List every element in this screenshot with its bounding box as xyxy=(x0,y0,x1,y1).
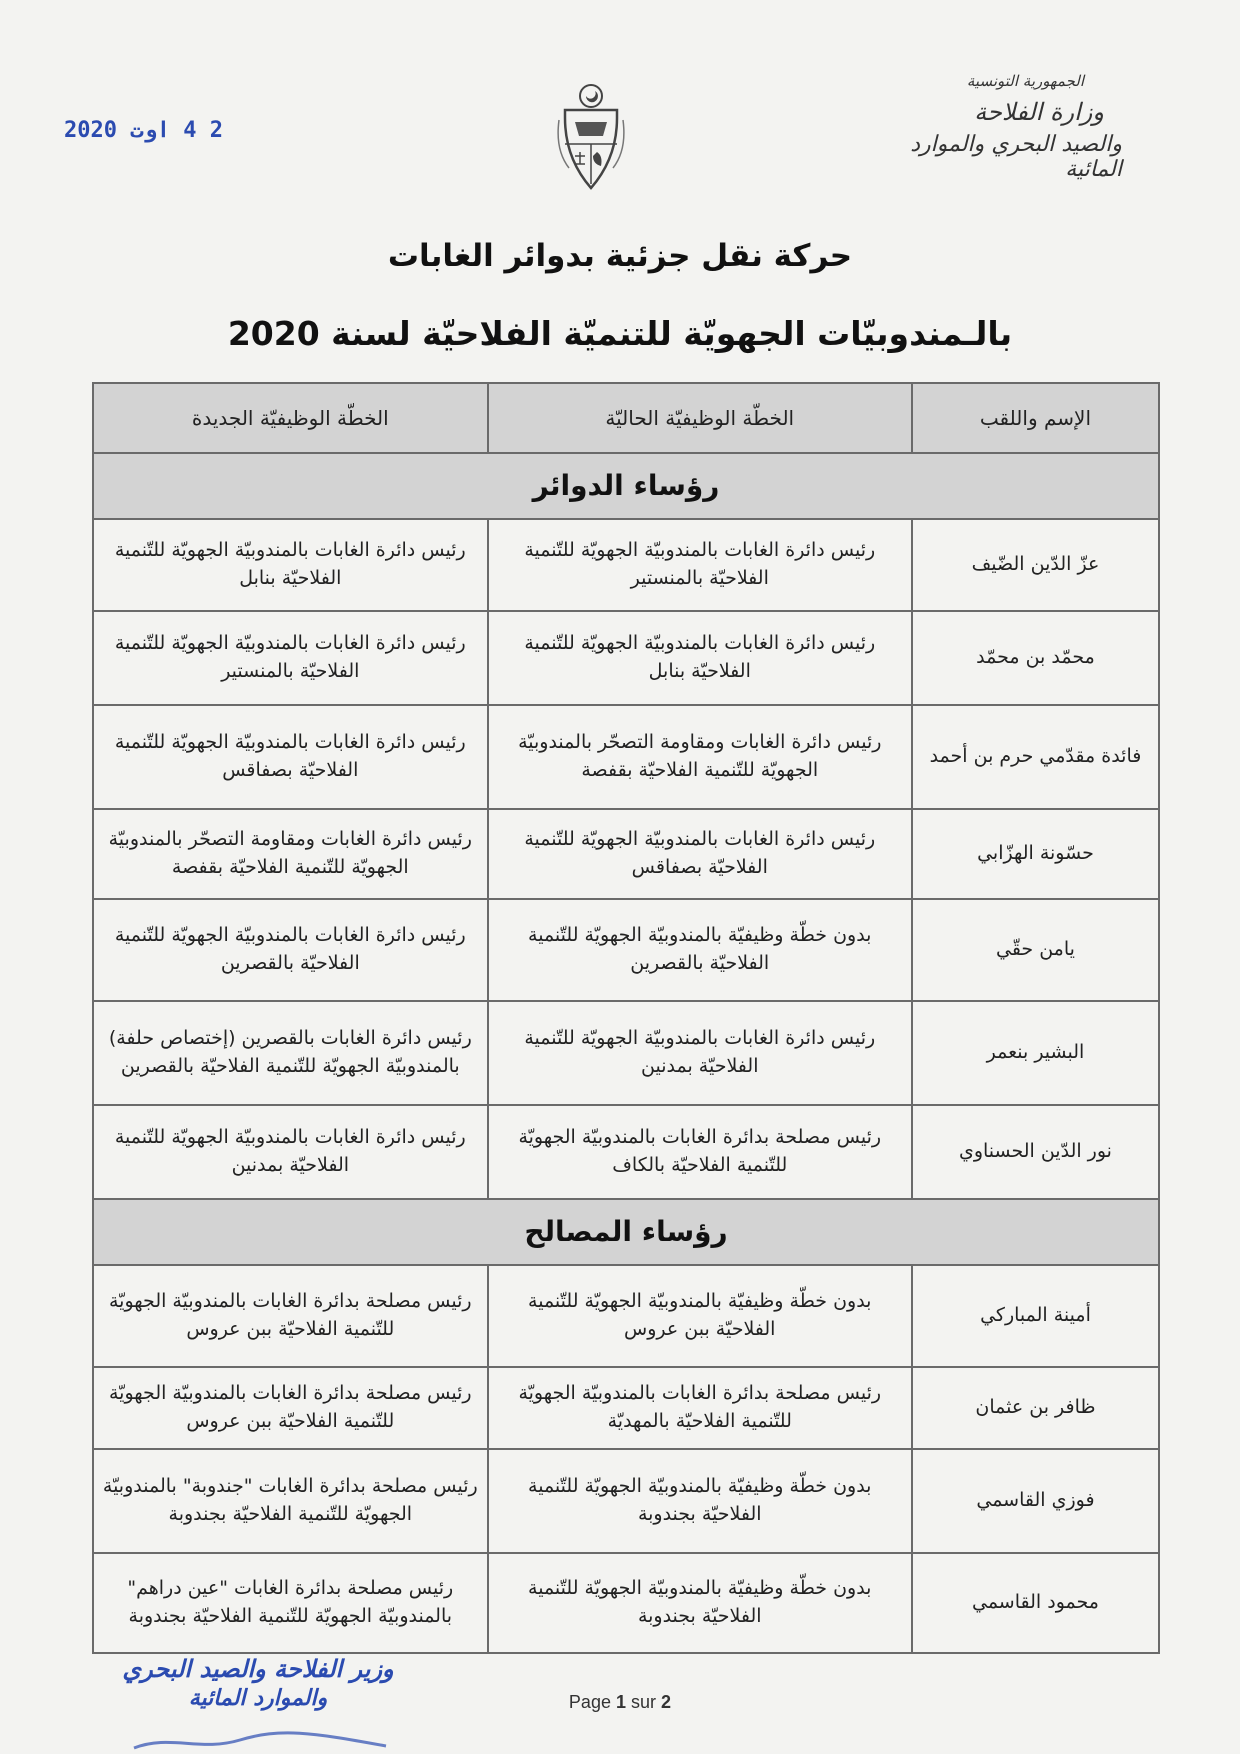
cell-current: بدون خطّة وظيفيّة بالمندوبيّة الجهويّة للتّنمية الفلاحيّة بالقصرين xyxy=(488,899,912,1001)
page-total: 2 xyxy=(661,1692,672,1712)
stamp-line2: والموارد المائية xyxy=(188,1685,328,1711)
tunisia-emblem-icon xyxy=(553,80,629,200)
cell-name: عزّ الدّين الضّيف xyxy=(912,519,1159,611)
section-row xyxy=(93,1199,1159,1265)
table-row xyxy=(93,899,1159,1001)
cell-new: رئيس دائرة الغابات بالقصرين (إختصاص حلفة) بالمندوبيّة الجهويّة للتّنمية الفلاحيّة بالقصرين xyxy=(93,1001,488,1105)
document-subtitle: بالـمندوبيّات الجهويّة للتنميّة الفلاحيّة لسنة 2020 xyxy=(227,314,1013,353)
table-row xyxy=(93,1105,1159,1199)
ministry-line1: الجمهورية التونسية xyxy=(966,72,1084,90)
cell-name: حسّونة الهزّابي xyxy=(912,809,1159,899)
cell-name: محمود القاسمي xyxy=(912,1553,1159,1653)
signature-scribble-icon xyxy=(130,1730,390,1754)
table-row xyxy=(93,611,1159,705)
table-row xyxy=(93,1001,1159,1105)
cell-new: رئيس دائرة الغابات بالمندوبيّة الجهويّة للتّنمية الفلاحيّة بمدنين xyxy=(93,1105,488,1199)
cell-name: محمّد بن محمّد xyxy=(912,611,1159,705)
cell-new: رئيس مصلحة بدائرة الغابات بالمندوبيّة الجهويّة للتّنمية الفلاحيّة ببن عروس xyxy=(93,1265,488,1367)
cell-name: نور الدّين الحسناوي xyxy=(912,1105,1159,1199)
cell-current: رئيس دائرة الغابات بالمندوبيّة الجهويّة للتّنمية الفلاحيّة بنابل xyxy=(488,611,912,705)
header-name: الإسم واللقب xyxy=(912,383,1159,453)
section-title: رؤساء الدوائر xyxy=(93,453,1159,519)
cell-current: رئيس دائرة الغابات ومقاومة التصحّر بالمندوبيّة الجهويّة للتّنمية الفلاحيّة بقفصة xyxy=(488,705,912,809)
table-row xyxy=(93,1367,1159,1449)
table-row xyxy=(93,1449,1159,1553)
cell-new: رئيس مصلحة بدائرة الغابات "عين دراهم" بالمندوبيّة الجهويّة للتّنمية الفلاحيّة بجندوبة xyxy=(93,1553,488,1653)
cell-name: فوزي القاسمي xyxy=(912,1449,1159,1553)
cell-new: رئيس دائرة الغابات بالمندوبيّة الجهويّة للتّنمية الفلاحيّة بنابل xyxy=(93,519,488,611)
ministry-line2: وزارة الفلاحة xyxy=(974,98,1104,126)
header-current-position: الخطّة الوظيفيّة الحاليّة xyxy=(488,383,912,453)
page-sur: sur xyxy=(631,1692,657,1712)
ministry-header xyxy=(862,72,1122,182)
cell-name: فائدة مقدّمي حرم بن أحمد xyxy=(912,705,1159,809)
table-row xyxy=(93,1265,1159,1367)
cell-current: بدون خطّة وظيفيّة بالمندوبيّة الجهويّة للتّنمية الفلاحيّة بجندوبة xyxy=(488,1553,912,1653)
cell-current: بدون خطّة وظيفيّة بالمندوبيّة الجهويّة للتّنمية الفلاحيّة بجندوبة xyxy=(488,1449,912,1553)
table-row xyxy=(93,1553,1159,1653)
cell-new: رئيس دائرة الغابات بالمندوبيّة الجهويّة للتّنمية الفلاحيّة بالمنستير xyxy=(93,611,488,705)
ministry-line3: والصيد البحري والموارد المائية xyxy=(910,132,1122,182)
cell-name: أمينة المباركي xyxy=(912,1265,1159,1367)
cell-new: رئيس مصلحة بدائرة الغابات "جندوبة" بالمندوبيّة الجهويّة للتّنمية الفلاحيّة بجندوبة xyxy=(93,1449,488,1553)
stamp-line1: وزير الفلاحة والصيد البحري xyxy=(122,1654,394,1683)
date-stamp: 2 4 اوت 2020 xyxy=(64,118,223,143)
cell-new: رئيس دائرة الغابات بالمندوبيّة الجهويّة للتّنمية الفلاحيّة بصفاقس xyxy=(93,705,488,809)
cell-current: رئيس دائرة الغابات بالمندوبيّة الجهويّة للتّنمية الفلاحيّة بالمنستير xyxy=(488,519,912,611)
cell-current: بدون خطّة وظيفيّة بالمندوبيّة الجهويّة للتّنمية الفلاحيّة ببن عروس xyxy=(488,1265,912,1367)
cell-current: رئيس دائرة الغابات بالمندوبيّة الجهويّة للتّنمية الفلاحيّة بصفاقس xyxy=(488,809,912,899)
header-new-position: الخطّة الوظيفيّة الجديدة xyxy=(93,383,488,453)
document-title: حركة نقل جزئية بدوائر الغابات xyxy=(387,238,853,274)
page-current: 1 xyxy=(615,1692,626,1712)
cell-new: رئيس دائرة الغابات بالمندوبيّة الجهويّة للتّنمية الفلاحيّة بالقصرين xyxy=(93,899,488,1001)
cell-name: يامن حقّي xyxy=(912,899,1159,1001)
transfers-table xyxy=(92,382,1160,1654)
cell-new: رئيس مصلحة بدائرة الغابات بالمندوبيّة الجهويّة للتّنمية الفلاحيّة ببن عروس xyxy=(93,1367,488,1449)
section-title: رؤساء المصالح xyxy=(93,1199,1159,1265)
page-label: Page xyxy=(568,1692,611,1712)
cell-new: رئيس دائرة الغابات ومقاومة التصحّر بالمندوبيّة الجهويّة للتّنمية الفلاحيّة بقفصة xyxy=(93,809,488,899)
cell-name: البشير بنعمر xyxy=(912,1001,1159,1105)
cell-current: رئيس دائرة الغابات بالمندوبيّة الجهويّة للتّنمية الفلاحيّة بمدنين xyxy=(488,1001,912,1105)
cell-name: ظافر بن عثمان xyxy=(912,1367,1159,1449)
table-header-row xyxy=(93,383,1159,453)
cell-current: رئيس مصلحة بدائرة الغابات بالمندوبيّة الجهويّة للتّنمية الفلاحيّة بالمهديّة xyxy=(488,1367,912,1449)
section-row xyxy=(93,453,1159,519)
table-row xyxy=(93,705,1159,809)
cell-current: رئيس مصلحة بدائرة الغابات بالمندوبيّة الجهويّة للتّنمية الفلاحيّة بالكاف xyxy=(488,1105,912,1199)
table-row xyxy=(93,809,1159,899)
page-footer xyxy=(0,1692,1240,1713)
table-row xyxy=(93,519,1159,611)
